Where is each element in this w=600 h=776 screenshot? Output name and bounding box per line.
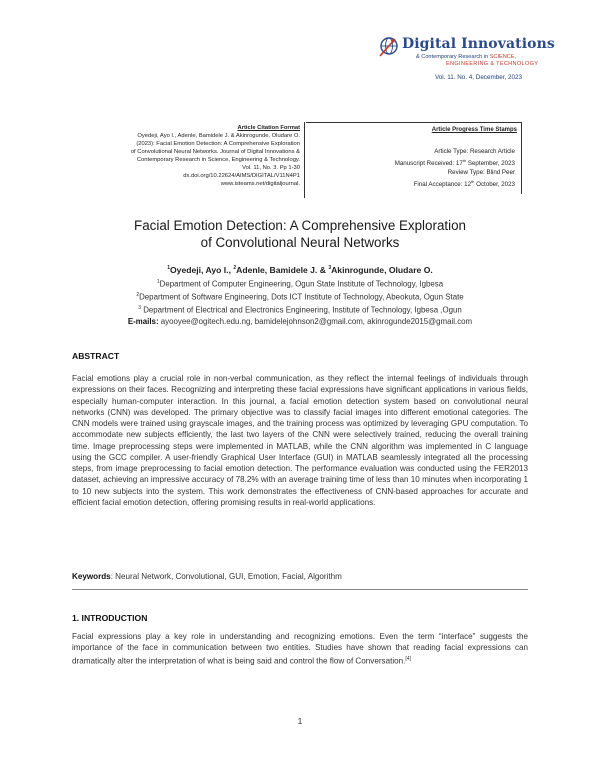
citation-url: www.isteams.net/digitaljournal. bbox=[220, 181, 300, 187]
citation-line: Vol. 11, No. 3. Pp 1-30 bbox=[242, 165, 300, 171]
abstract-heading: ABSTRACT bbox=[72, 351, 120, 361]
keywords: Keywords: Neural Network, Convolutional, GUI, Emotion, Facial, Algorithm bbox=[72, 572, 342, 581]
divider bbox=[304, 122, 305, 198]
paper-title: Facial Emotion Detection: A Comprehensive Exploration of Convolutional Neural Networks bbox=[134, 218, 466, 250]
globe-arrow-icon bbox=[378, 34, 400, 60]
author-list: $^1$Oyedeji, Ayo I., $^2$Adenle, Bamidele J. & $^3$Akinrogunde, Oludare O. bbox=[167, 265, 433, 275]
citation-doi: dx.doi.org/10.22624/AIMS/DIGITAL/V11N4P1 bbox=[183, 173, 300, 179]
affiliation: $^1$Department of Computer Engineering, Ogun State Institute of Technology, Igbesa bbox=[156, 279, 444, 289]
affiliation: $^3$ Department of Electrical and Electronics Engineering, Institute of Technology, Igbesa ,Ogun bbox=[138, 305, 462, 315]
citation-line: Contemporary Research in Science, Engineering & Technology. bbox=[136, 157, 300, 163]
reference-marker: [4] bbox=[405, 655, 411, 662]
author-name: Akinrogunde, Oludare O. bbox=[331, 265, 433, 275]
author-name: Oyedeji, Ayo I., bbox=[169, 265, 234, 275]
citation-line: (2023): Facial Emotion Detection: A Comprehensive Exploration bbox=[136, 141, 300, 147]
abstract-body: Facial emotions play a crucial role in non-verbal communication, as they reflect the internal feelings of individuals through expressions on their faces. Recognizing and interpreting these facial expressions have significant applications in various fields, especially human-computer interaction. In this journal, a facial emotion detection system based on convolutional neural networks (CNN) was developed. The primary objective was to classify facial images into different emotional categories. The CNN models were trained using grayscale images, and the training process was optimized by leveraging GPU computation. To accommodate new subjects efficiently, the last two layers of the CNN were selectively trained, reducing the overall training time. Image preprocessing steps were implemented in MATLAB, while the CNN algorithm was implemented in C language using the GCC compiler. A user-friendly Graphical User Interface (GUI) in MATLAB seamlessly integrated all the processing steps, from image preprocessing to facial emotion detection. The performance evaluation was conducted using the FER2013 dataset, achieving an impressive accuracy of 78.2% with an average training time of less than 10 minutes when incorporating 1 to 10 new subjects into the system. This work demonstrates the effectiveness of CNN-based approaches for accurate and efficient facial emotion detection, offering promising results in real-world applications. bbox=[72, 374, 528, 507]
citation-line: of Convolutional Neural Networks. Journal of Digital Innovations & bbox=[130, 149, 300, 155]
citation-heading: Article Citation Format bbox=[237, 125, 300, 131]
journal-subtitle: & Contemporary Research in SCIENCE, bbox=[416, 54, 517, 60]
citation-format bbox=[60, 124, 300, 188]
volume-issue: Vol. 11. No. 4, December, 2023 bbox=[434, 74, 522, 81]
author-name: Adenle, Bamidele J. & bbox=[236, 265, 329, 275]
journal-title: Digital Innovations bbox=[402, 36, 555, 52]
introduction-body: Facial expressions play a key role in understanding and recognizing emotions. Even the term “interface” suggests the importance of the face in communication between two entities. Studies have shown that reading facial expressions can dramatically alter the interpretation of what is being said and control the flow of Conversation.[4] bbox=[72, 632, 528, 666]
page-number: 1 bbox=[297, 716, 303, 726]
final-acceptance: Final Acceptance: 12th October, 2023 bbox=[413, 179, 515, 189]
progress-timestamps bbox=[306, 122, 522, 194]
affiliation: $^2$Department of Software Engineering, Dots ICT Institute of Technology, Abeokuta, Ogun State bbox=[136, 292, 464, 302]
manuscript-received: Manuscript Received: 17th September, 2023 bbox=[394, 158, 515, 168]
review-type: Review Type: Blind Peer bbox=[447, 169, 515, 177]
progress-heading: Article Progress Time Stamps bbox=[431, 127, 517, 133]
introduction-heading: 1. INTRODUCTION bbox=[72, 613, 148, 623]
author-emails: E-mails: ayooyee@ogitech.edu.ng, bamidelejohnson2@gmail.com, akinrogunde2015@gmail.com bbox=[127, 317, 473, 326]
journal-subtitle-2: ENGINEERING & TECHNOLOGY bbox=[446, 61, 539, 67]
citation-line: Oyedeji, Ayo I., Adenle, Bamidele J. & Akinrogunde, Oludare O. bbox=[137, 133, 300, 139]
section-divider bbox=[72, 589, 528, 590]
article-type: Article Type: Research Article bbox=[434, 148, 515, 155]
progress-details bbox=[395, 147, 515, 189]
